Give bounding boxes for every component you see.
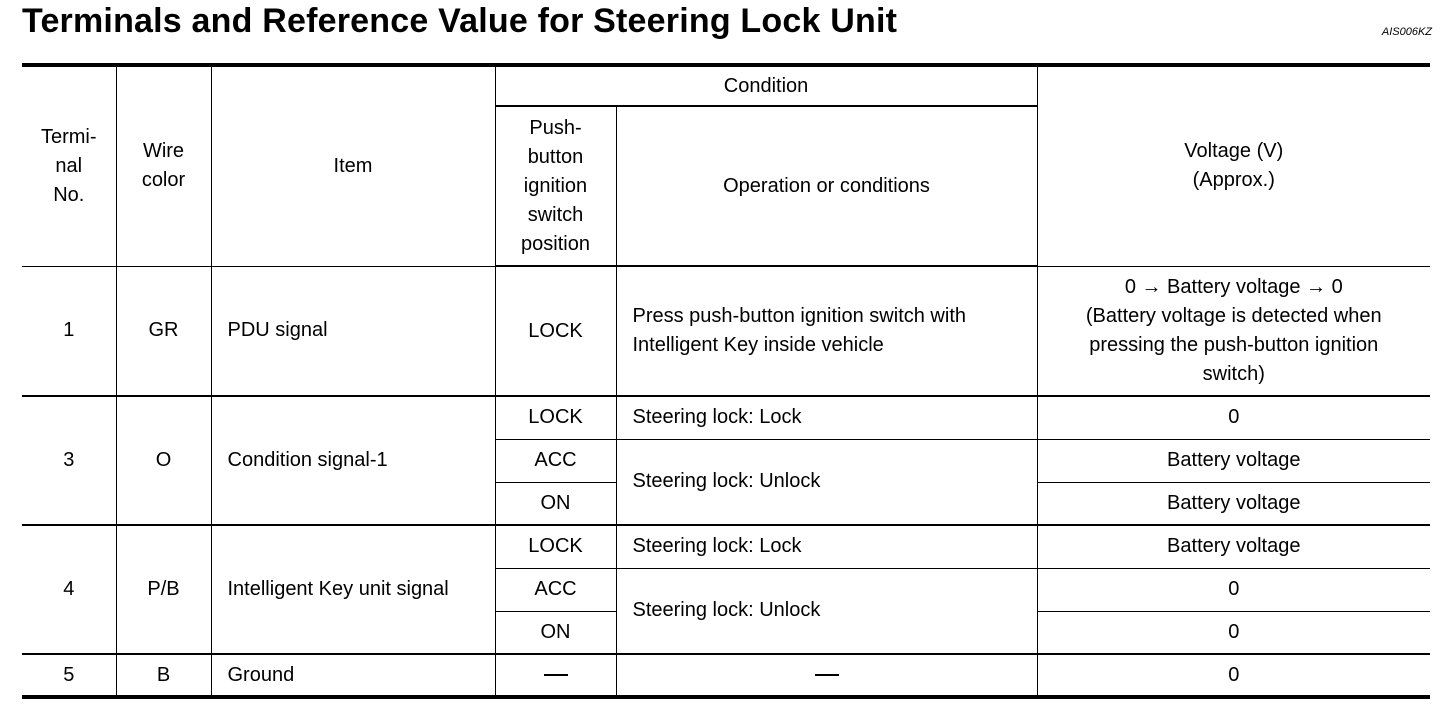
operation-cell bbox=[616, 654, 1037, 697]
voltage-cell: 0 → Battery voltage → 0 (Battery voltage is detected when pressing the push-button ignition switch) bbox=[1037, 266, 1430, 396]
table-row bbox=[22, 654, 1430, 697]
position-cell: LOCK bbox=[495, 396, 616, 439]
terminal-cell: 4 bbox=[22, 525, 116, 654]
header-voltage: Voltage (V) (Approx.) bbox=[1037, 65, 1430, 266]
voltage-cell: 0 bbox=[1037, 654, 1430, 697]
operation-cell: Steering lock: Unlock bbox=[616, 439, 1037, 525]
wire-color-cell: P/B bbox=[116, 525, 211, 654]
header-terminal-no: Termi- nal No. bbox=[22, 65, 116, 266]
position-cell: LOCK bbox=[495, 525, 616, 568]
header-wire-color: Wire color bbox=[116, 65, 211, 266]
voltage-cell: 0 bbox=[1037, 396, 1430, 439]
position-cell: ACC bbox=[495, 568, 616, 611]
position-cell: ACC bbox=[495, 439, 616, 482]
voltage-cell: 0 bbox=[1037, 611, 1430, 654]
position-cell: ON bbox=[495, 482, 616, 525]
position-cell bbox=[495, 654, 616, 697]
table-row bbox=[22, 396, 1430, 439]
terminal-cell: 1 bbox=[22, 266, 116, 396]
header-switch-position: Push- button ignition switch position bbox=[495, 106, 616, 266]
operation-cell: Steering lock: Unlock bbox=[616, 568, 1037, 654]
header-condition: Condition bbox=[495, 65, 1037, 106]
voltage-cell: Battery voltage bbox=[1037, 482, 1430, 525]
operation-cell: Steering lock: Lock bbox=[616, 525, 1037, 568]
table-row bbox=[22, 266, 1430, 396]
dash-icon bbox=[815, 674, 839, 676]
operation-cell: Press push-button ignition switch with Intelligent Key inside vehicle bbox=[616, 266, 1037, 396]
reference-code: AIS006KZ bbox=[1381, 26, 1432, 38]
wire-color-cell: O bbox=[116, 396, 211, 525]
position-cell: ON bbox=[495, 611, 616, 654]
terminal-cell: 5 bbox=[22, 654, 116, 697]
wire-color-cell: GR bbox=[116, 266, 211, 396]
header-item: Item bbox=[211, 65, 495, 266]
voltage-cell: 0 bbox=[1037, 568, 1430, 611]
wire-color-cell: B bbox=[116, 654, 211, 697]
operation-cell: Steering lock: Lock bbox=[616, 396, 1037, 439]
item-cell: PDU signal bbox=[211, 266, 495, 396]
item-cell: Ground bbox=[211, 654, 495, 697]
position-cell: LOCK bbox=[495, 266, 616, 396]
terminal-reference-table bbox=[22, 63, 1430, 699]
dash-icon bbox=[544, 674, 568, 676]
header-operation: Operation or conditions bbox=[616, 106, 1037, 266]
item-cell: Intelligent Key unit signal bbox=[211, 525, 495, 654]
page-title: Terminals and Reference Value for Steering Lock Unit bbox=[22, 2, 898, 40]
voltage-cell: Battery voltage bbox=[1037, 439, 1430, 482]
table-row bbox=[22, 525, 1430, 568]
item-cell: Condition signal-1 bbox=[211, 396, 495, 525]
terminal-cell: 3 bbox=[22, 396, 116, 525]
voltage-cell: Battery voltage bbox=[1037, 525, 1430, 568]
